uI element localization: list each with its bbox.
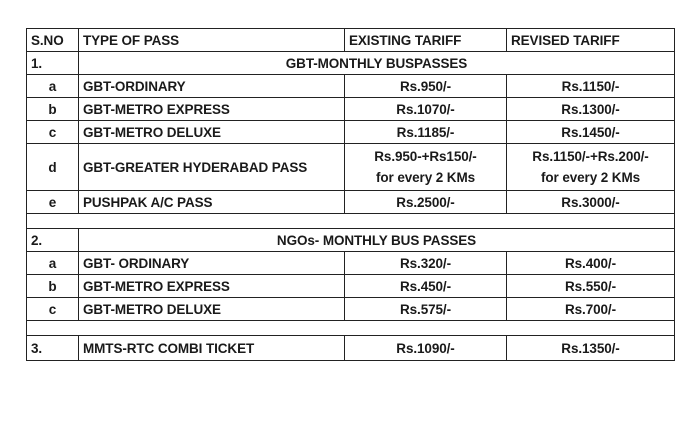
tariff-table bbox=[26, 28, 675, 361]
row-sno: d bbox=[27, 144, 79, 191]
row-revised: Rs.700/- bbox=[507, 298, 675, 321]
row-revised: Rs.400/- bbox=[507, 252, 675, 275]
row-sno: c bbox=[27, 121, 79, 144]
spacer-cell bbox=[27, 214, 675, 229]
header-row bbox=[27, 29, 675, 52]
existing-line1: Rs.950-+Rs150/- bbox=[374, 149, 477, 164]
table-row bbox=[27, 298, 675, 321]
section3-revised: Rs.1350/- bbox=[507, 336, 675, 361]
row-type: GBT-METRO EXPRESS bbox=[79, 275, 345, 298]
row-existing: Rs.1185/- bbox=[345, 121, 507, 144]
row-revised: Rs.550/- bbox=[507, 275, 675, 298]
row-existing: Rs.450/- bbox=[345, 275, 507, 298]
section2-number: 2. bbox=[27, 229, 79, 252]
section2-heading-row bbox=[27, 229, 675, 252]
row-sno: a bbox=[27, 75, 79, 98]
row-existing: Rs.1070/- bbox=[345, 98, 507, 121]
row-existing bbox=[345, 144, 507, 191]
section1-number: 1. bbox=[27, 52, 79, 75]
row-sno: b bbox=[27, 275, 79, 298]
section1-title: GBT-MONTHLY BUSPASSES bbox=[79, 52, 675, 75]
row-type: GBT-METRO DELUXE bbox=[79, 121, 345, 144]
row-existing: Rs.2500/- bbox=[345, 191, 507, 214]
row-revised bbox=[507, 144, 675, 191]
row-revised: Rs.3000/- bbox=[507, 191, 675, 214]
row-type: GBT-METRO DELUXE bbox=[79, 298, 345, 321]
section3-number: 3. bbox=[27, 336, 79, 361]
row-sno: b bbox=[27, 98, 79, 121]
row-revised: Rs.1450/- bbox=[507, 121, 675, 144]
spacer-row bbox=[27, 321, 675, 336]
header-sno: S.NO bbox=[27, 29, 79, 52]
section1-heading-row bbox=[27, 52, 675, 75]
row-existing: Rs.320/- bbox=[345, 252, 507, 275]
row-type: GBT-ORDINARY bbox=[79, 75, 345, 98]
row-type: GBT-METRO EXPRESS bbox=[79, 98, 345, 121]
spacer-cell bbox=[27, 321, 675, 336]
header-existing: EXISTING TARIFF bbox=[345, 29, 507, 52]
row-type: GBT- ORDINARY bbox=[79, 252, 345, 275]
row-existing: Rs.950/- bbox=[345, 75, 507, 98]
table-row bbox=[27, 252, 675, 275]
section3-existing: Rs.1090/- bbox=[345, 336, 507, 361]
section2-title: NGOs- MONTHLY BUS PASSES bbox=[79, 229, 675, 252]
header-type: TYPE OF PASS bbox=[79, 29, 345, 52]
table-row bbox=[27, 275, 675, 298]
row-type: PUSHPAK A/C PASS bbox=[79, 191, 345, 214]
table-row bbox=[27, 144, 675, 191]
section3-row bbox=[27, 336, 675, 361]
row-revised: Rs.1300/- bbox=[507, 98, 675, 121]
table-row bbox=[27, 98, 675, 121]
revised-line2: for every 2 KMs bbox=[540, 170, 641, 185]
header-revised: REVISED TARIFF bbox=[507, 29, 675, 52]
section3-type: MMTS-RTC COMBI TICKET bbox=[79, 336, 345, 361]
table-row bbox=[27, 191, 675, 214]
row-sno: a bbox=[27, 252, 79, 275]
row-revised: Rs.1150/- bbox=[507, 75, 675, 98]
row-sno: e bbox=[27, 191, 79, 214]
revised-line1: Rs.1150/-+Rs.200/- bbox=[532, 149, 649, 164]
table-row bbox=[27, 121, 675, 144]
row-type: GBT-GREATER HYDERABAD PASS bbox=[79, 144, 345, 191]
spacer-row bbox=[27, 214, 675, 229]
table-row bbox=[27, 75, 675, 98]
existing-line2: for every 2 KMs bbox=[375, 170, 476, 185]
row-existing: Rs.575/- bbox=[345, 298, 507, 321]
row-sno: c bbox=[27, 298, 79, 321]
